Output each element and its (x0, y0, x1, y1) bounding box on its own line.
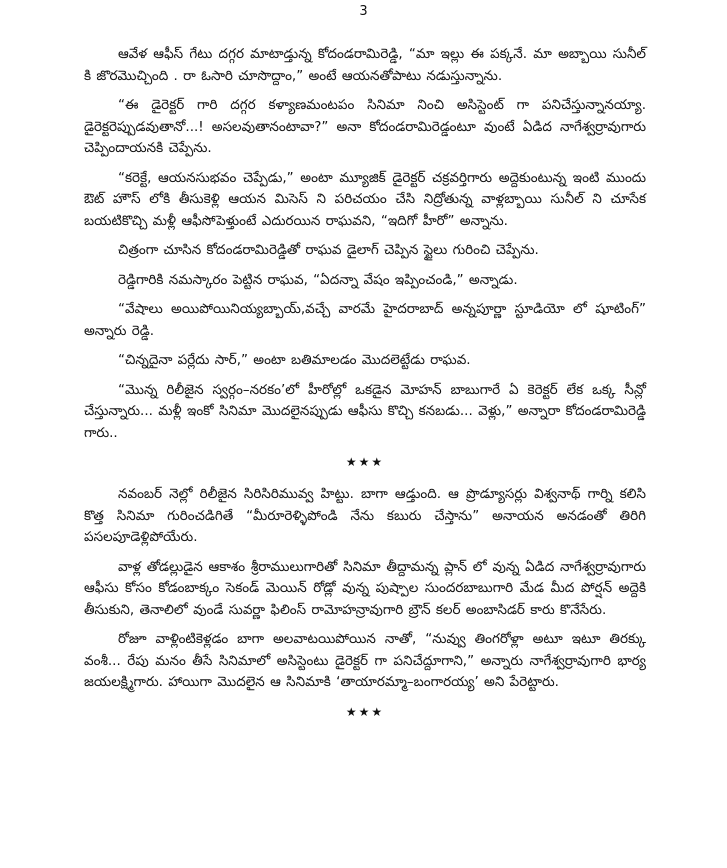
body-text (84, 44, 646, 722)
section-separator: ★★★ (345, 455, 385, 469)
page-number: 3 (359, 4, 368, 19)
paragraph: “కరెక్టే, ఆయనసుభవం చెప్పేడు,” అంటా మ్యూజిక్ డైరెక్టర్ చక్రవర్తిగారు అద్దెకుంటున్న ఇంటి ముందు ఔట్ హౌస్ లోకి తీసుకెళ్లి ఆయన మిసెస్ ని పరిచయం చేసి నిద్రోతున్న వాళ్లబ్బాయి సునీల్ ని చూసేక బయటికొచ్చి మళ్లీ ఆఫీసోపెళ్తుంటే ఎదురయిన రాఘవని, “ఇదిగో హీరో” అన్నాను. (84, 169, 646, 229)
paragraph: “వేషాలు అయిపోయినియ్యబ్బాయ్,వచ్చే వారమే హైదరాబాద్ అన్నపూర్ణా స్టూడియో లో షూటింగ్” అన్నారు రెడ్డి. (84, 301, 646, 339)
paragraph: ఆవేళ ఆఫీస్ గేటు దగ్గర మాటాడ్తున్న కోదండరామిరెడ్డి, “మా ఇల్లు ఈ పక్కనే. మా అబ్బాయి సునీల్ కి జొరమొచ్చింది . రా ఓసారి చూసొద్దాం,” అంటే ఆయనతోపాటు నడుస్తున్నాను. (84, 46, 646, 84)
paragraph: “చిన్నదైనా పర్లేదు సార్,” అంటా బతిమాలడం మొదలెట్టేడు రాఘవ. (118, 352, 471, 368)
paragraph: నవంబర్ నెల్లో రిలీజైన సిరిసిరిమువ్వ హిట్టు. బాగా ఆడ్తుంది. ఆ ప్రొడ్యూసర్లు విశ్వనాథ్ గార్ని కలిసి కొత్త సినిమా గురించడిగితే “మీరూరెళ్ళిపోండి నేను కబురు చేస్తాను” అనాయన అనడంతో తిరిగి పసలపూడెళ్లిపోయేరు. (84, 486, 646, 545)
paragraph: వాళ్ల తోడల్లుడైన ఆకాశం శ్రీరాములుగారితో సినిమా తీద్దామన్న ప్లాన్ లో వున్న ఏడిద నాగేశ్వర్రావుగారు ఆఫీసు కోసం కోడంబాక్కం సెకండ్ మెయిన్ రోడ్లో వున్న పుష్పాల సుందరబాబుగారి మేడ మీద పోర్షన్ అద్దెకి తీసుకుని, తెనాలిలో వుండే సువర్ణా ఫిలింస్ రామోహన్రావుగారి బ్రౌన్ కలర్ అంబాసిడర్ కారు కొనేసేరు. (84, 558, 646, 618)
section-separator: ★★★ (345, 704, 385, 719)
paragraph: రెడ్డిగారికి నమస్కారం పెట్టిన రాఘవ, “ఏదన్నా వేషం ఇప్పించండి,” అన్నాడు. (118, 271, 518, 288)
paragraph: “మొన్న రిలీజైన స్వర్గం–నరకం’లో హీరోల్లో ఒకడైన మోహన్ బాబుగారే ఏ కెరెక్టర్ లేక ఒక్క సీన్లో చేస్తున్నారు... మళ్లీ ఇంకో సినిమా మొదలైనప్పుడు ఆఫీసు కొచ్చి కనబడు... వెళ్లు,” అన్నారా కోదండరామిరెడ్డి గారు.. (84, 381, 646, 441)
paragraph: “ఈ డైరెక్టర్ గారి దగ్గర కళ్యాణమంటపం సినిమా నించి అసిస్టెంట్ గా పనిచేస్తున్నానయ్యా. డైరెక్టరెప్పుడవుతానో...! అసలవుతానంటావా?” అనా కోదండరామిరెడ్డంటూ వుంటే ఏడిద నాగేశ్వర్రావుగారు చెప్పిందాయనకి చెప్పేను. (84, 97, 646, 156)
paragraph: రోజూ వాళ్లింటికెళ్లడం బాగా అలవాటయిపోయిన నాతో, “నువ్వు తింగరోళ్లా అటూ ఇటూ తిరక్కు వంశీ... రేపు మనం తీసే సినిమాలో అసిస్టెంటు డైరెక్టర్ గా పనిచేద్దూగాని,” అన్నారు నాగేశ్వర్రావుగారి భార్య జయలక్ష్మిగారు. హాయిగా మొదలైన ఆ సినిమాకి ‘తాయారమ్మా–బంగారయ్య’ అని పేరెట్టారు. (84, 631, 646, 690)
paragraph: చిత్రంగా చూసిన కోదండరామిరెడ్డితో రాఘవ డైలాగ్ చెప్పిన స్టైలు గురించి చెప్పేను. (118, 242, 539, 258)
